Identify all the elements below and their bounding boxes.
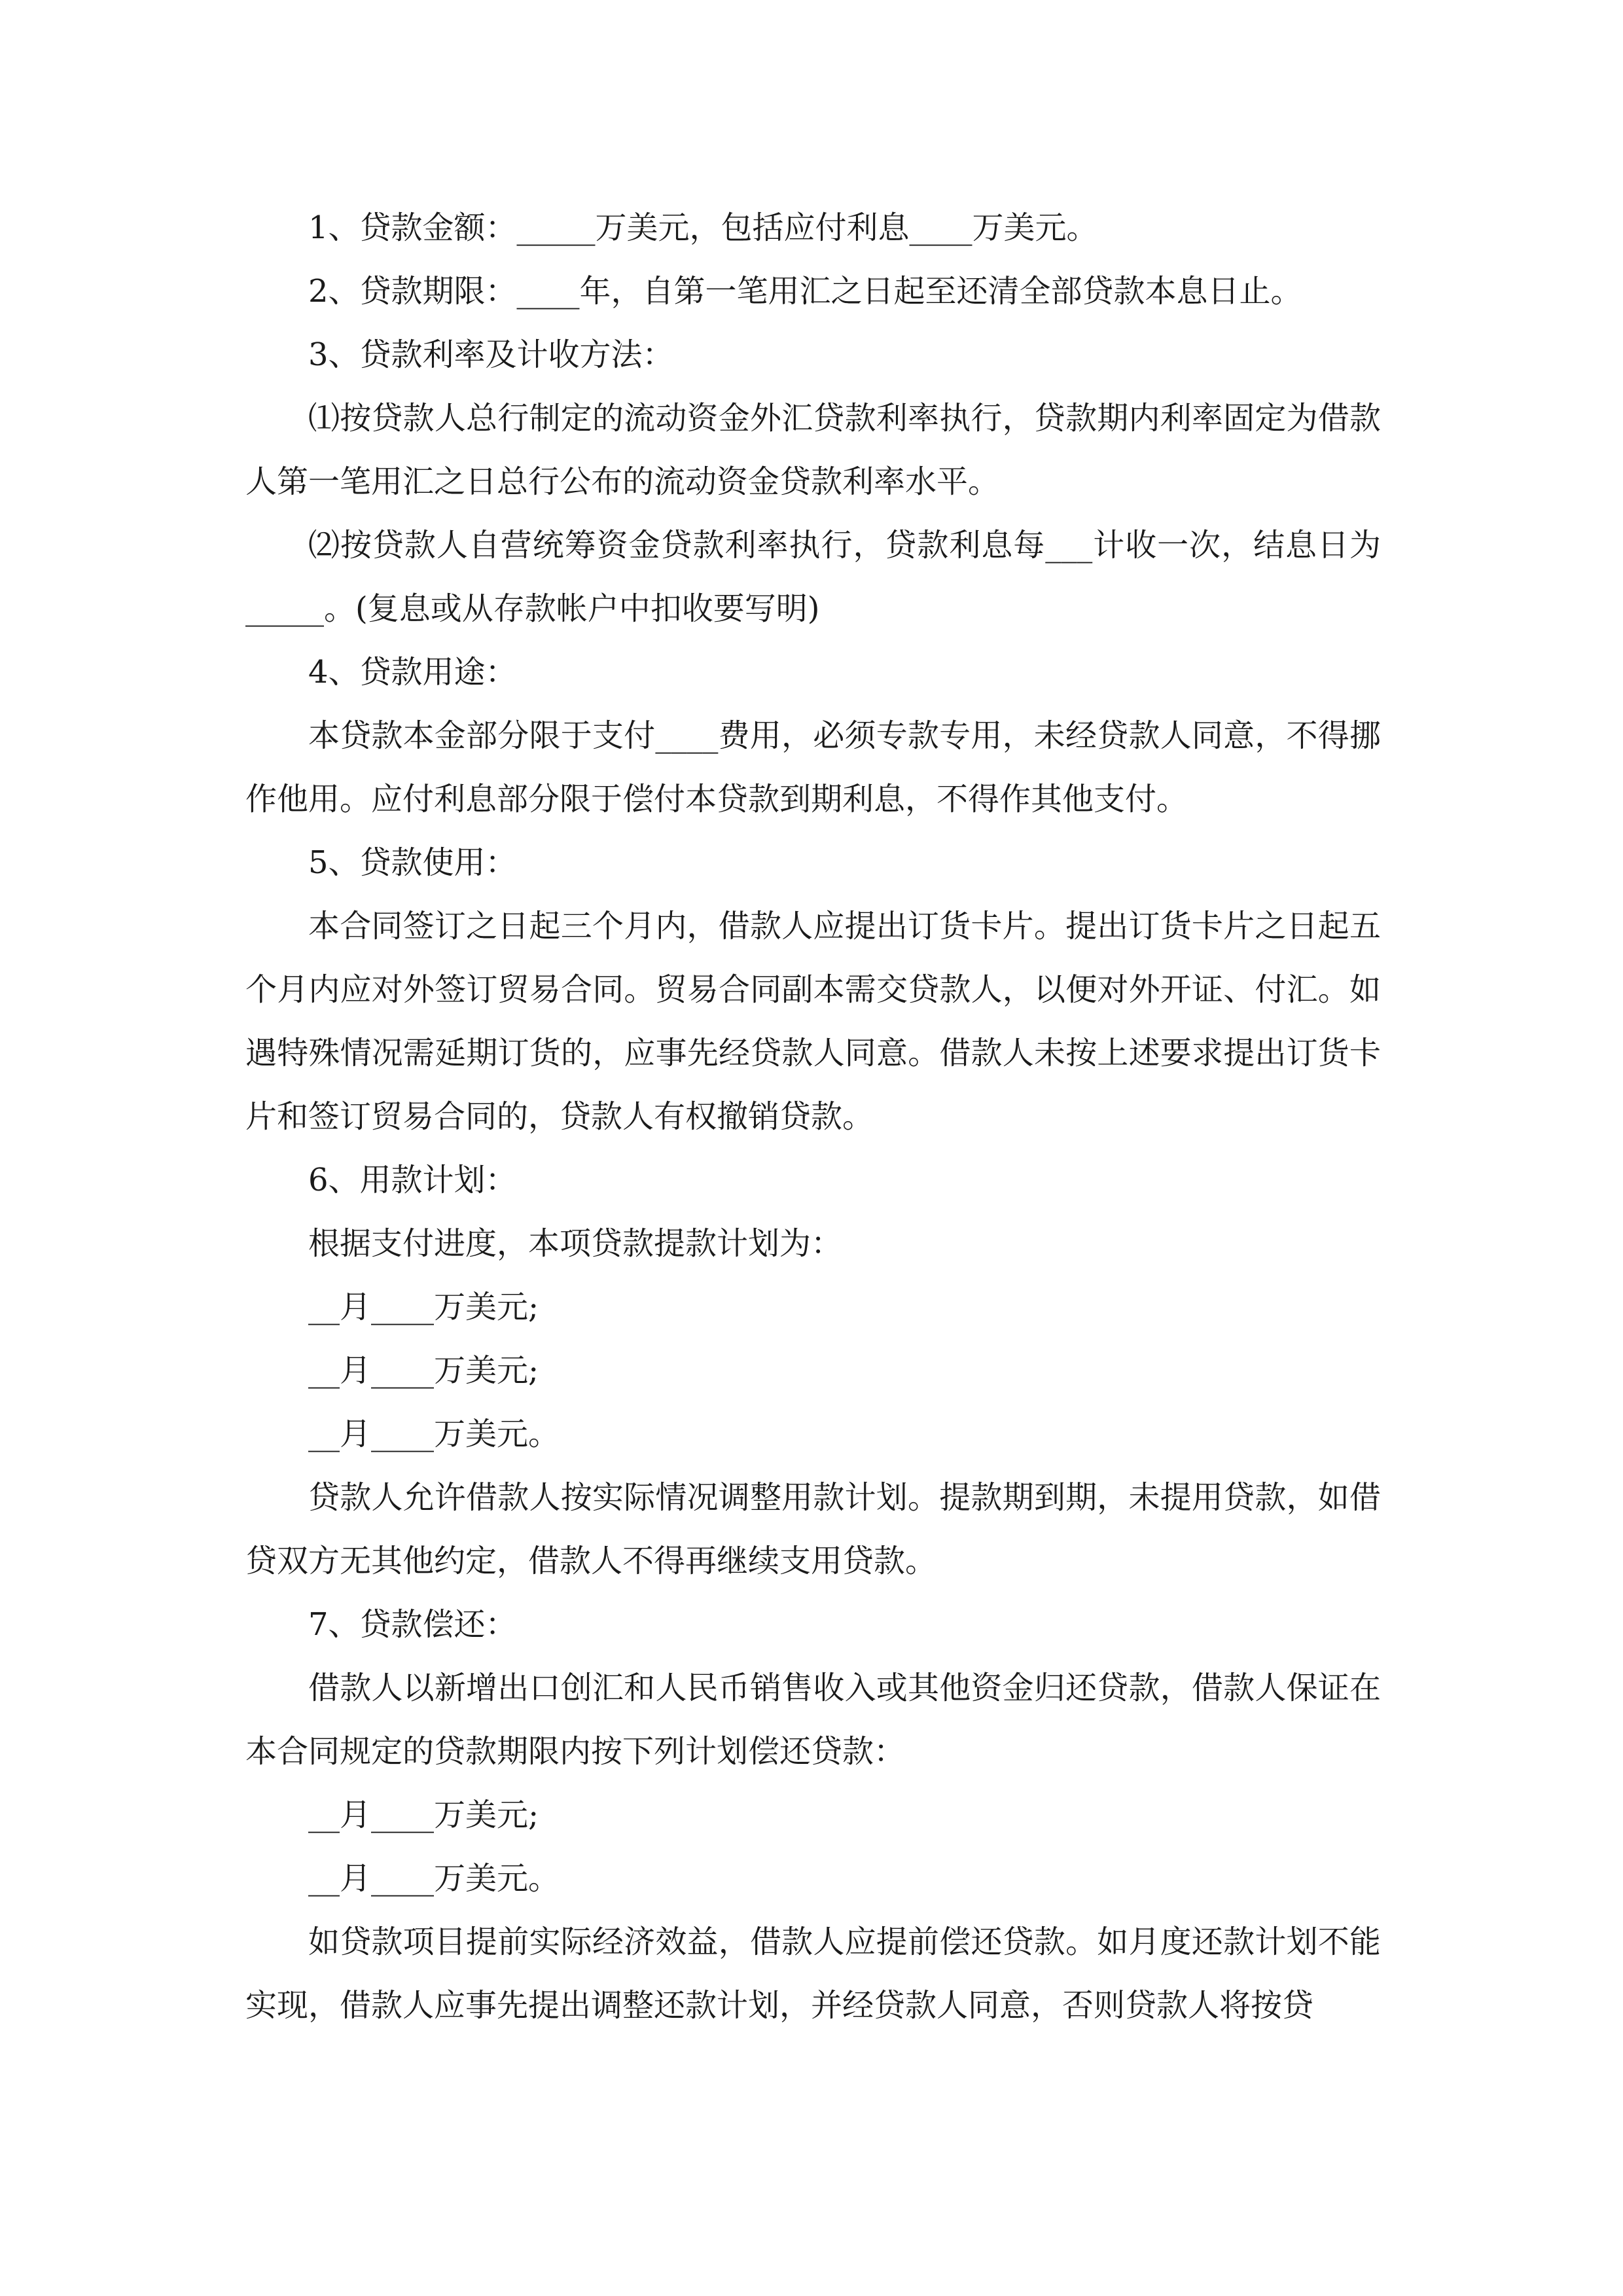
clause-3-heading: 3、贷款利率及计收方法： — [308, 336, 674, 373]
clause-2-loan-term: 2、贷款期限：____年，自第一笔用汇之日起至还清全部贷款本息日止。 — [308, 273, 1302, 310]
document-body — [245, 196, 1381, 2037]
drawdown-line-2: __月____万美元; — [308, 1352, 539, 1389]
clause-5-body: 本合同签订之日起三个月内，借款人应提出订货卡片。提出订货卡片之日起五个月内应对外签订贸易合同。贸易合同副本需交贷款人，以便对外开证、付汇。如遇特殊情况需延期订货的，应事先经贷款人同意。借款人未按上述要求提出订货卡片和签订贸易合同的，贷款人有权撤销贷款。 — [245, 908, 1381, 1135]
clause-7-early-repayment: 如贷款项目提前实际经济效益，借款人应提前偿还贷款。如月度还款计划不能实现，借款人应事先提出调整还款计划，并经贷款人同意，否则贷款人将按贷 — [245, 1924, 1381, 2024]
clause-7-heading: 7、贷款偿还： — [308, 1606, 517, 1643]
drawdown-line-3: __月____万美元。 — [308, 1416, 560, 1452]
clause-6-adjustment: 贷款人允许借款人按实际情况调整用款计划。提款期到期，未提用贷款，如借贷双方无其他约定，借款人不得再继续支用贷款。 — [245, 1479, 1381, 1579]
clause-1-loan-amount: 1、贷款金额：_____万美元，包括应付利息____万美元。 — [308, 209, 1098, 246]
clause-6-heading: 6、用款计划： — [308, 1162, 517, 1198]
repayment-line-2: __月____万美元。 — [308, 1860, 560, 1897]
clause-4-heading: 4、贷款用途： — [308, 654, 517, 691]
drawdown-line-1: __月____万美元; — [308, 1289, 539, 1325]
clause-5-heading: 5、贷款使用： — [308, 844, 517, 881]
clause-3-item-2: ⑵按贷款人自营统筹资金贷款利率执行，贷款利息每___计收一次，结息日为_____。(复息或从存款帐户中扣收要写明) — [245, 527, 1381, 627]
clause-7-intro: 借款人以新增出口创汇和人民币销售收入或其他资金归还贷款，借款人保证在本合同规定的贷款期限内按下列计划偿还贷款： — [245, 1670, 1381, 1770]
clause-4-body: 本贷款本金部分限于支付____费用，必须专款专用，未经贷款人同意，不得挪作他用。应付利息部分限于偿付本贷款到期利息，不得作其他支付。 — [245, 717, 1381, 817]
clause-3-item-1: ⑴按贷款人总行制定的流动资金外汇贷款利率执行，贷款期内利率固定为借款人第一笔用汇之日总行公布的流动资金贷款利率水平。 — [245, 400, 1381, 500]
repayment-line-1: __月____万美元; — [308, 1797, 539, 1833]
clause-6-intro: 根据支付进度，本项贷款提款计划为： — [308, 1225, 843, 1262]
